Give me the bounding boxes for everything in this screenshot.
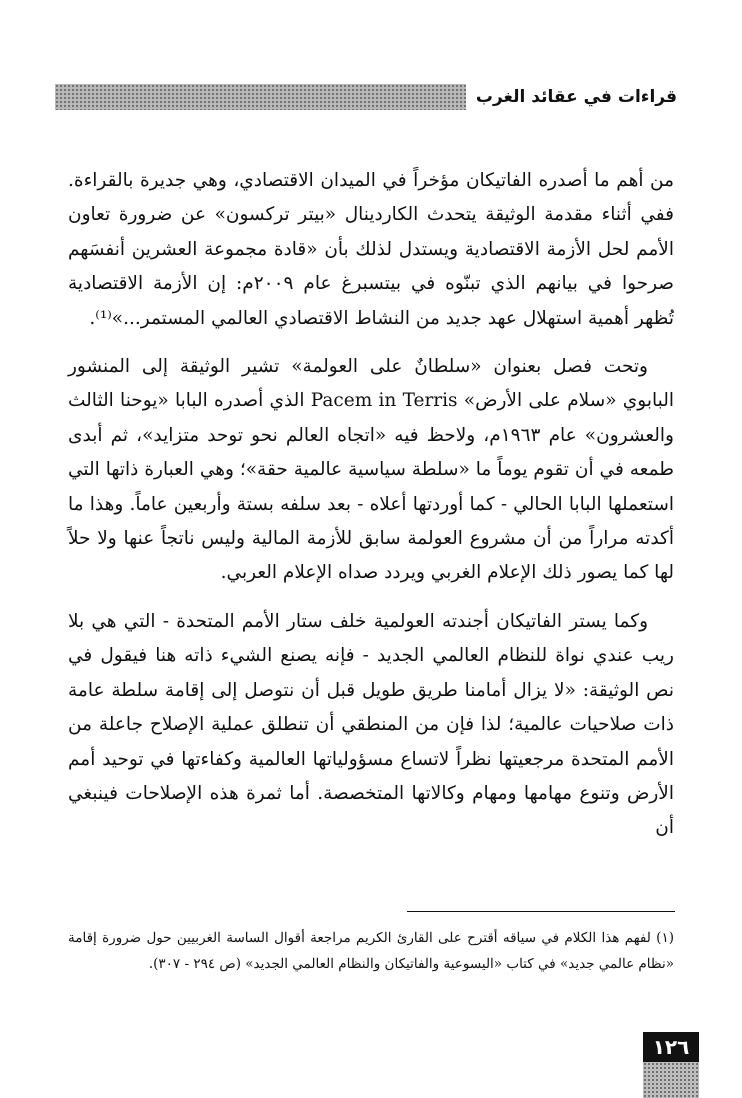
running-header bbox=[55, 80, 677, 114]
page-number: ١٢٦ bbox=[643, 1032, 699, 1062]
footnote bbox=[68, 925, 674, 977]
body-text bbox=[68, 164, 674, 860]
paragraph-1: من أهم ما أصدره الفاتيكان مؤخراً في الميدان الاقتصادي، وهي جديرة بالقراءة. ففي أثناء مقدمة الوثيقة يتحدث الكاردينال «بيتر تركسون» عن ضرورة تعاون الأمم لحل الأزمة الاقتصادية ويستدل لذلك بأن «قادة مجموعة العشرين أنفسَهم صرحوا في بيانهم الذي تبنّوه في بيتسبرغ عام ٢٠٠٩م: إن الأزمة الاقتصادية تُظهر أهمية استهلال عهد جديد من النشاط الاقتصادي العالمي المستمر...»⁽¹⁾. bbox=[68, 170, 674, 329]
page-corner-texture bbox=[643, 1062, 699, 1098]
footnote-divider bbox=[407, 911, 675, 912]
paragraph-3: وكما يستر الفاتيكان أجندته العولمية خلف ستار الأمم المتحدة - التي هي بلا ريب عندي نواة للنظام العالمي الجديد - فإنه يصنع الشيء ذاته هنا فيقول في نص الوثيقة: «لا يزال أمامنا طريق طويل قبل أن نتوصل إلى إقامة سلطة عامة ذات صلاحيات عالمية؛ لذا فإن من المنطقي أن تنطلق عملية الإصلاح جاعلة من الأمم المتحدة مرجعيتها نظراً لاتساع مسؤولياتها العالمية وكفاءتها في توحيد أمم الأرض وتنوع مهامها ومهام وكالاتها المتخصصة. أما ثمرة هذه الإصلاحات فينبغي أن bbox=[68, 610, 674, 839]
book-title: قراءات في عقائد الغرب bbox=[475, 87, 677, 107]
header-texture-band bbox=[55, 84, 466, 110]
paragraph-2: وتحت فصل بعنوان «سلطانٌ على العولمة» تشير الوثيقة إلى المنشور البابوي «سلام على الأرض» Pacem in Terris الذي أصدره البابا «يوحنا الثالث والعشرون» عام ١٩٦٣م، ولاحظ فيه «اتجاه العالم نحو توحد متزايد»، ثم أبدى طمعه في أن تقوم يوماً ما «سلطة سياسية عالمية حقة»؛ وهي العبارة ذاتها التي استعملها البابا الحالي - كما أوردتها أعلاه - بعد سلفه بستة وأربعين عاماً. وهذا ما أكدته مراراً من أن مشروع العولمة سابق للأزمة المالية وليس ناتجاً عنها ولا حلاً لها كما يصور ذلك الإعلام الغربي ويردد صداه الإعلام العربي. bbox=[68, 356, 674, 584]
footnote-text: (١) لفهم هذا الكلام في سياقه أقترح على القارئ الكريم مراجعة أقوال الساسة الغربيين حول ضرورة إقامة «نظام عالمي جديد» في كتاب «اليسوعية والفاتيكان والنظام العالمي الجديد» (ص ٢٩٤ - ٣٠٧). bbox=[68, 930, 674, 972]
